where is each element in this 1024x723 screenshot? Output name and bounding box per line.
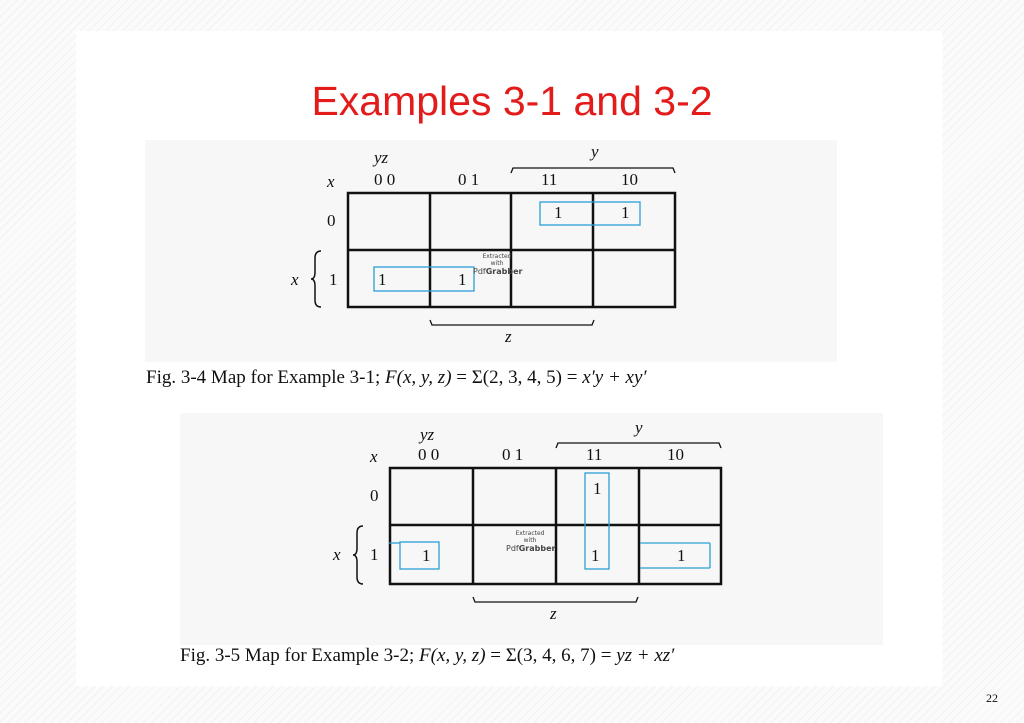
watermark: Extracted with PdfGrabber bbox=[473, 253, 523, 276]
kmap-cell-value: 1 bbox=[591, 546, 600, 565]
caption-sum: = Σ(3, 4, 6, 7) = bbox=[485, 645, 617, 666]
brace-z-label: z bbox=[550, 604, 557, 623]
col-header: 10 bbox=[667, 445, 684, 464]
brace-x bbox=[353, 526, 363, 584]
caption-sum: = Σ(2, 3, 4, 5) = bbox=[451, 367, 583, 388]
caption-expression: x′y + xy′ bbox=[582, 367, 647, 388]
brace-z bbox=[430, 320, 594, 325]
caption-function: F(x, y, z) bbox=[385, 367, 452, 388]
brace-y-label: y bbox=[635, 418, 643, 437]
caption-prefix: Fig. 3-4 Map for Example 3-1; bbox=[146, 367, 386, 388]
col-header: 10 bbox=[621, 170, 638, 189]
col-header: 11 bbox=[586, 445, 603, 464]
brace-y bbox=[511, 168, 675, 173]
col-header: 0 0 bbox=[418, 445, 440, 464]
watermark: Extracted with PdfGrabber bbox=[506, 530, 556, 553]
grouping-box bbox=[640, 543, 710, 568]
brace-y bbox=[556, 443, 721, 448]
figure-3-5 bbox=[180, 413, 883, 645]
kmap-cell-value: 1 bbox=[621, 203, 630, 222]
col-header: 0 0 bbox=[374, 170, 396, 189]
col-header: 11 bbox=[541, 170, 558, 189]
kmap-cell-value: 1 bbox=[593, 479, 602, 498]
kmap-grid-3-4 bbox=[145, 140, 837, 362]
row-header: 1 bbox=[329, 270, 338, 289]
caption-3-5 bbox=[180, 645, 674, 667]
col-var-label: yz bbox=[374, 148, 389, 167]
brace-x-label: x bbox=[291, 270, 299, 289]
col-var-label: yz bbox=[420, 425, 435, 444]
caption-expression: yz + xz′ bbox=[616, 645, 675, 666]
caption-prefix: Fig. 3-5 Map for Example 3-2; bbox=[180, 645, 420, 666]
row-header: 1 bbox=[370, 545, 379, 564]
row-header: 0 bbox=[327, 211, 336, 230]
row-header: 0 bbox=[370, 486, 379, 505]
caption-3-4 bbox=[146, 367, 647, 389]
brace-x bbox=[311, 251, 321, 307]
row-var-label: x bbox=[327, 172, 335, 191]
grouping-box bbox=[400, 542, 439, 569]
kmap-cell-value: 1 bbox=[378, 270, 387, 289]
kmap-cell-value: 1 bbox=[554, 203, 563, 222]
brace-z-label: z bbox=[505, 327, 512, 346]
brace-z bbox=[473, 597, 638, 602]
kmap-cell-value: 1 bbox=[458, 270, 467, 289]
figure-3-4 bbox=[145, 140, 837, 362]
caption-function: F(x, y, z) bbox=[419, 645, 486, 666]
brace-y-label: y bbox=[591, 142, 599, 161]
col-header: 0 1 bbox=[458, 170, 480, 189]
page-number: 22 bbox=[986, 691, 998, 705]
col-header: 0 1 bbox=[502, 445, 524, 464]
kmap-grid-3-5 bbox=[180, 413, 883, 645]
kmap-cell-value: 1 bbox=[677, 546, 686, 565]
slide-title: Examples 3-1 and 3-2 bbox=[311, 78, 713, 124]
row-var-label: x bbox=[370, 447, 378, 466]
brace-x-label: x bbox=[333, 545, 341, 564]
kmap-cell-value: 1 bbox=[422, 546, 431, 565]
